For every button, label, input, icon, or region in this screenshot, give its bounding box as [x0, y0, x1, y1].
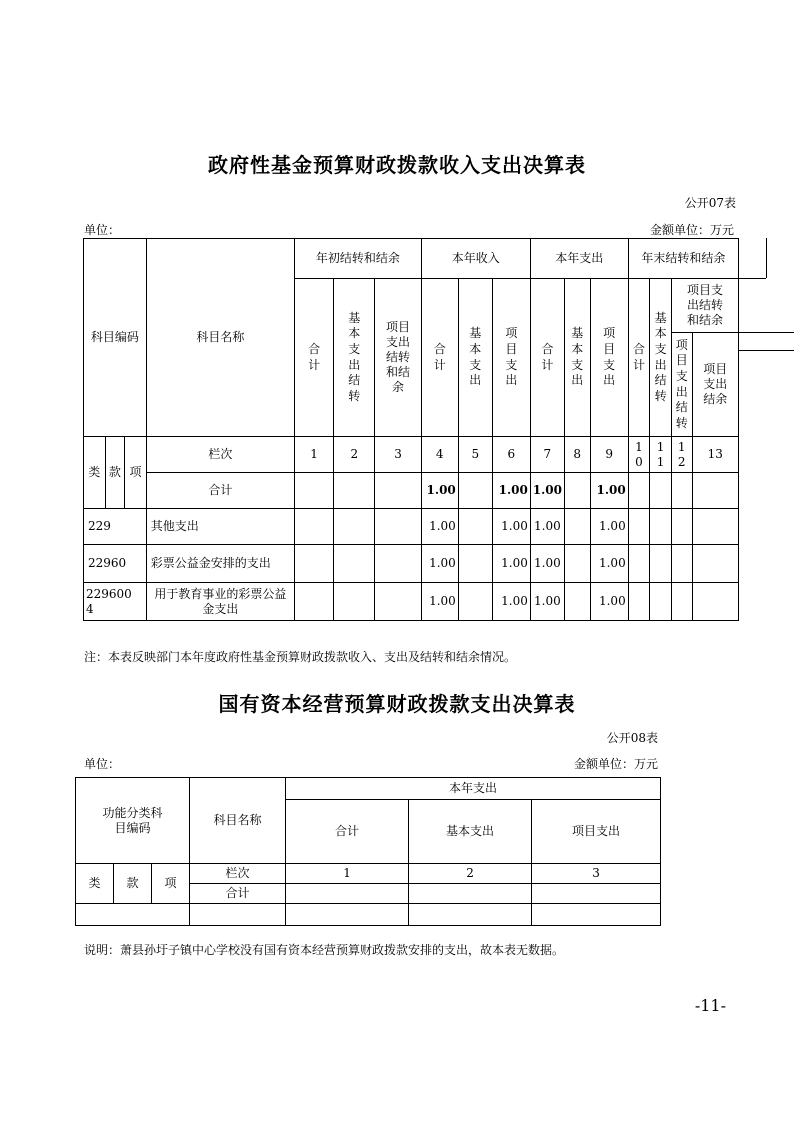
- table1-sub-project-balance: 项目支出结余: [692, 333, 739, 437]
- table1-sub-total-1: 合计: [295, 279, 334, 437]
- table1-total-c7: 1.00: [530, 473, 564, 509]
- table1-sub-basic-exp-3: 基本支出: [564, 279, 590, 437]
- table1-sub-total-4: 合计: [628, 279, 650, 437]
- table2-sub-total: 合计: [286, 800, 409, 864]
- table1-title: 政府性基金预算财政拨款收入支出决算表: [208, 153, 586, 177]
- table1-amount-unit: 金额单位：万元: [649, 223, 734, 237]
- table1-row-c9: 1.00: [590, 509, 628, 545]
- table1-total-c6: 1.00: [492, 473, 530, 509]
- table2-total-label: 合计: [190, 884, 286, 904]
- table2-col-num-1: 1: [286, 864, 409, 884]
- table2-sub-project: 项目支出: [532, 800, 661, 864]
- table1-col-num-12: 12: [671, 437, 692, 473]
- table1-cell: [671, 473, 692, 509]
- table1-col-num-9: 9: [590, 437, 628, 473]
- table1-col-num-10: 10: [628, 437, 650, 473]
- table1-row-c6: 1.00: [492, 545, 530, 583]
- table1-unit-label: 单位：: [84, 223, 121, 237]
- table1-cell: [375, 583, 421, 621]
- table2-col-row-label: 栏次: [190, 864, 286, 884]
- table-row: [76, 904, 661, 926]
- table1-cell: [334, 545, 375, 583]
- table1-sub-basic-carry-4: 基本支出结转: [650, 279, 672, 437]
- page-number: -11-: [694, 996, 726, 1015]
- table2-group-expense: 本年支出: [286, 778, 661, 800]
- table1-sub-basic-exp-2: 基本支出: [458, 279, 492, 437]
- table2-unit-label: 单位：: [84, 757, 121, 771]
- table2-cell: [409, 884, 532, 904]
- table1-cell: [628, 509, 650, 545]
- table1-cell: [671, 583, 692, 621]
- table1-row-name: 用于教育事业的彩票公益金支出: [146, 583, 294, 621]
- table1-col-num-6: 6: [492, 437, 530, 473]
- table2-amount-unit: 金额单位：万元: [573, 757, 658, 771]
- table1-sub-project-exp-3: 项目支出: [590, 279, 628, 437]
- table1-row-c7: 1.00: [530, 583, 564, 621]
- table2-xiang: 项: [152, 864, 190, 904]
- table1-row-code: 22960: [84, 545, 147, 583]
- table2-note: 说明：萧县孙圩子镇中心学校没有国有资本经营预算财政拨款安排的支出，故本表无数据。: [84, 943, 565, 957]
- table1-cell: [564, 509, 590, 545]
- table1-cell: [650, 473, 672, 509]
- table1-cell: [375, 545, 421, 583]
- table1-col-num-3: 3: [375, 437, 421, 473]
- table1-col-num-7: 7: [530, 437, 564, 473]
- table2-col-num-3: 3: [532, 864, 661, 884]
- table1-cell: [458, 509, 492, 545]
- table1-cell: [692, 509, 739, 545]
- table-row: [84, 545, 739, 583]
- table1-cell: [650, 583, 672, 621]
- table1-cell: [458, 583, 492, 621]
- table2-col-num-2: 2: [409, 864, 532, 884]
- table1-cell: [650, 509, 672, 545]
- table1-group-closing: 年末结转和结余: [628, 239, 738, 279]
- table1-total-label: 合计: [146, 473, 294, 509]
- table2-cell: [286, 904, 409, 926]
- table2-cell: [286, 884, 409, 904]
- table1-cell: [564, 545, 590, 583]
- table1-row-code: 2296004: [84, 583, 147, 621]
- table1-cell: [295, 545, 334, 583]
- table1-row-c7: 1.00: [530, 545, 564, 583]
- table2-cell: [190, 904, 286, 926]
- table1-cell: [692, 545, 739, 583]
- table1-row-c4: 1.00: [421, 583, 458, 621]
- table1-cell: [295, 473, 334, 509]
- table1-row-name: 彩票公益金安排的支出: [146, 545, 294, 583]
- table2-cell: [409, 904, 532, 926]
- table1-sub-project-carry-only: 项目支出结转: [671, 333, 692, 437]
- table1-group-expense: 本年支出: [530, 239, 628, 279]
- table1-xiang: 项: [125, 437, 147, 509]
- table1-border-stub: [739, 332, 794, 333]
- table1-row-code: 229: [84, 509, 147, 545]
- table1-cell: [692, 583, 739, 621]
- table2-cell: [532, 884, 661, 904]
- table1-cell: [334, 473, 375, 509]
- table1: [83, 238, 739, 621]
- table-row: [84, 509, 739, 545]
- table1-cell: [692, 473, 739, 509]
- table1-border-stub: [739, 278, 766, 279]
- table1-cell: [671, 509, 692, 545]
- table1-cell: [628, 473, 650, 509]
- table2-header-code: 功能分类科目编码: [76, 778, 190, 864]
- table1-cell: [375, 473, 421, 509]
- table1-col-row-label: 栏次: [146, 437, 294, 473]
- table1-row-c7: 1.00: [530, 509, 564, 545]
- table1-cell: [334, 509, 375, 545]
- table2: [75, 777, 661, 926]
- table1-col-num-5: 5: [458, 437, 492, 473]
- table1-sub-project-carry-group: 项目支出结转和结余: [671, 279, 738, 333]
- table1-group-opening: 年初结转和结余: [295, 239, 422, 279]
- table1-total-c4: 1.00: [421, 473, 458, 509]
- table1-header-name: 科目名称: [146, 239, 294, 437]
- table2-header-name: 科目名称: [190, 778, 286, 864]
- table1-kuan: 款: [105, 437, 125, 509]
- table2-title: 国有资本经营预算财政拨款支出决算表: [218, 692, 576, 716]
- table1-row-name: 其他支出: [146, 509, 294, 545]
- table1-sub-project-exp-2: 项目支出: [492, 279, 530, 437]
- table1-code: 公开07表: [684, 196, 736, 210]
- table1-border-stub: [739, 350, 794, 351]
- table1-col-num-11: 11: [650, 437, 672, 473]
- table1-sub-total-3: 合计: [530, 279, 564, 437]
- table1-cell: [650, 545, 672, 583]
- table1-row-c6: 1.00: [492, 583, 530, 621]
- table1-header-code: 科目编码: [84, 239, 147, 437]
- table1-row-c4: 1.00: [421, 509, 458, 545]
- table2-sub-basic: 基本支出: [409, 800, 532, 864]
- table1-cell: [628, 583, 650, 621]
- table-row: [84, 583, 739, 621]
- table2-cell: [532, 904, 661, 926]
- table1-row-c6: 1.00: [492, 509, 530, 545]
- table2-kuan: 款: [114, 864, 152, 904]
- table1-col-num-1: 1: [295, 437, 334, 473]
- table1-cell: [564, 583, 590, 621]
- table1-cell: [671, 545, 692, 583]
- table1-group-income: 本年收入: [421, 239, 530, 279]
- table1-cell: [458, 473, 492, 509]
- table2-code: 公开08表: [606, 731, 658, 745]
- table1-total-c9: 1.00: [590, 473, 628, 509]
- table1-sub-total-2: 合计: [421, 279, 458, 437]
- table1-note: 注：本表反映部门本年度政府性基金预算财政拨款收入、支出及结转和结余情况。: [84, 650, 517, 664]
- table2-lei: 类: [76, 864, 114, 904]
- table2-cell: [76, 904, 190, 926]
- table1-row-c4: 1.00: [421, 545, 458, 583]
- table1-cell: [295, 509, 334, 545]
- table1-row-c9: 1.00: [590, 583, 628, 621]
- table1-cell: [458, 545, 492, 583]
- table1-cell: [628, 545, 650, 583]
- table1-border-stub: [766, 238, 767, 278]
- table1-col-num-8: 8: [564, 437, 590, 473]
- table1-sub-basic-carry: 基本支出结转: [334, 279, 375, 437]
- table1-sub-project-carry: 项目支出结转和结余: [375, 279, 421, 437]
- table1-cell: [295, 583, 334, 621]
- table1-row-c9: 1.00: [590, 545, 628, 583]
- table1-col-num-4: 4: [421, 437, 458, 473]
- table1-cell: [375, 509, 421, 545]
- table1-cell: [564, 473, 590, 509]
- table1-cell: [334, 583, 375, 621]
- table1-col-num-13: 13: [692, 437, 739, 473]
- table1-col-num-2: 2: [334, 437, 375, 473]
- table1-lei: 类: [84, 437, 106, 509]
